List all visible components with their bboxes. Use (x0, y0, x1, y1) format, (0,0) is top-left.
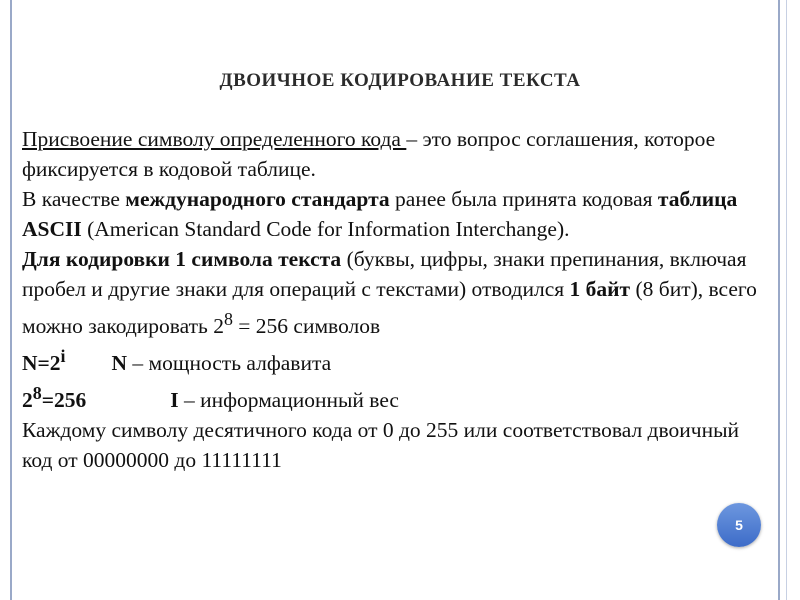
formula-variable: N (111, 351, 128, 376)
paragraph-text: В качестве (22, 187, 126, 211)
paragraph-binary-code: Каждому символу десятичного кода от 0 до 255 или соответствовал двоичный код от 00000000 до 11111111 (22, 418, 740, 473)
slide-body (22, 124, 762, 475)
paragraph-ascii (22, 184, 762, 244)
formula-description: – информационный вес (178, 388, 399, 413)
paragraph-text: (буквы, цифры, знаки препинания, включая пробел и другие знаки для операций с текстами) отводился (22, 247, 747, 301)
bold-phrase: международного стандарта (125, 187, 390, 211)
power-exponent: 8 (223, 309, 233, 329)
paragraph-text: (8 бит), всего можно закодировать (22, 277, 757, 339)
formula-exponent: i (60, 346, 66, 367)
power-base: 2 (213, 314, 224, 339)
formula-exponent: 8 (32, 383, 42, 404)
bold-phrase: Для кодировки 1 символа текста (22, 247, 342, 271)
formula-lhs: =256 (41, 388, 87, 413)
bold-phrase: 1 байт (569, 277, 631, 301)
slide-title: ДВОИЧНОЕ КОДИРОВАНИЕ ТЕКСТА (219, 70, 581, 91)
paragraph-assignment (22, 124, 762, 184)
formula-variable: I (170, 388, 179, 413)
formula-information-weight (22, 378, 762, 415)
paragraph-text: = 256 символов (232, 314, 381, 339)
paragraph-text: – это вопрос соглашения, которое фиксируется в кодовой таблице. (22, 127, 716, 181)
formula-lhs: 2 (22, 388, 33, 413)
formula-lhs: N=2 (22, 351, 61, 376)
paragraph-text: ранее была принята кодовая (389, 187, 658, 211)
formula-description: – мощность алфавита (127, 351, 332, 376)
formula-alphabet-power (22, 341, 762, 378)
underlined-phrase: Присвоение символу определенного кода (22, 127, 407, 151)
paragraph-text: (American Standard Code for Information Interchange). (81, 217, 570, 241)
page-number-badge: 5 (717, 503, 761, 547)
bold-phrase: таблица ASCII (22, 187, 738, 241)
paragraph-encoding (22, 244, 762, 341)
